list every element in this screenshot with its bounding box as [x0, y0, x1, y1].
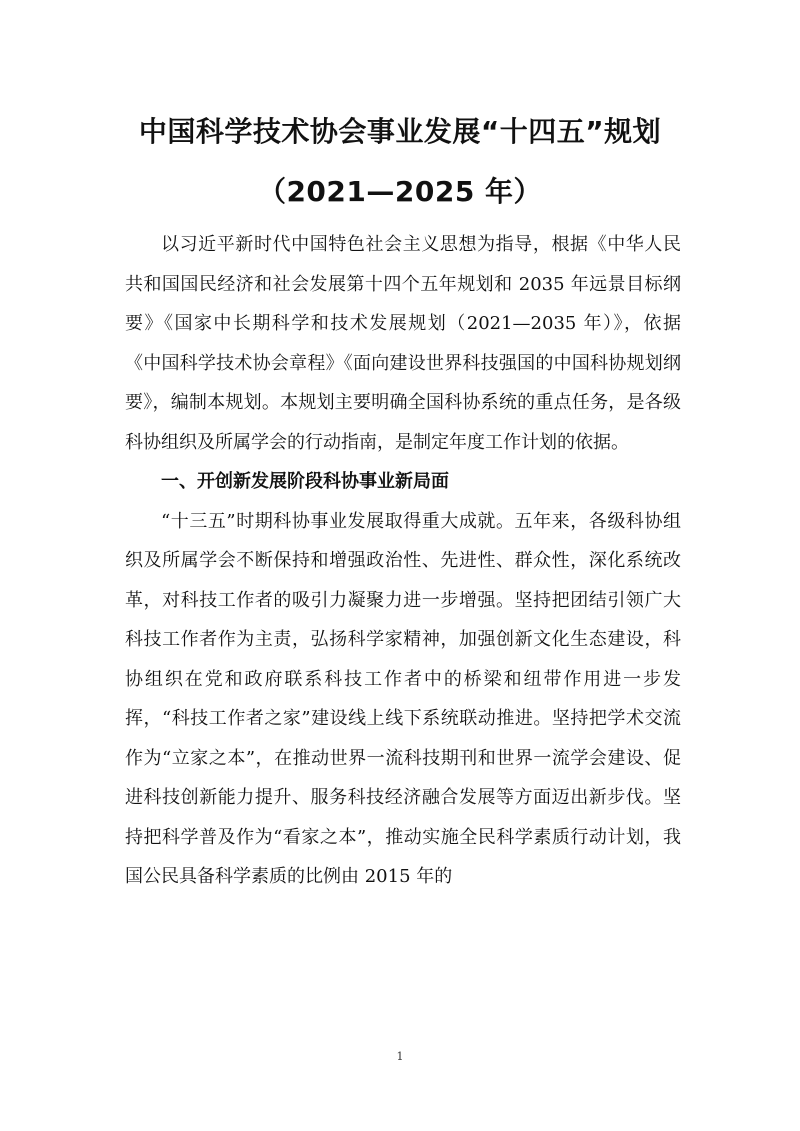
intro-paragraph: 以习近平新时代中国特色社会主义思想为指导，根据《中华人民共和国国民经济和社会发展第十四个五年规划和 2035 年远景目标纲要》《国家中长期科学和技术发展规划（2021—2035 年）》，依据《中国科学技术协会章程》《面向建设世界科技强国的中国科协规划纲要》，编制本规划。本规划主要明确全国科协系统的重点任务，是各级科协组织及所属学会的行动指南，是制定年度工作计划的依据。	[125, 234, 681, 453]
document-subtitle: （2021—2025 年）	[257, 175, 543, 208]
document-title: 中国科学技术协会事业发展“十四五”规划	[138, 115, 662, 148]
section-heading: 一、开创新发展阶段科协事业新局面	[161, 471, 449, 492]
section-paragraph: “十三五”时期科协事业发展取得重大成就。五年来，各级科协组织及所属学会不断保持和增强政治性、先进性、群众性，深化系统改革，对科技工作者的吸引力凝聚力进一步增强。坚持把团结引领广大科技工作者作为主责，弘扬科学家精神，加强创新文化生态建设，科协组织在党和政府联系科技工作者中的桥梁和纽带作用进一步发挥，“科技工作者之家”建设线上线下系统联动推进。坚持把学术交流作为“立家之本”，在推动世界一流科技期刊和世界一流学会建设、促进科技创新能力提升、服务科技经济融合发展等方面迈出新步伐。坚持把科学普及作为“看家之本”，推动实施全民科学素质行动计划，我国公民具备科学素质的比例由 2015 年的	[125, 510, 681, 887]
document-body	[125, 225, 681, 897]
page-number: 1	[396, 1050, 404, 1063]
